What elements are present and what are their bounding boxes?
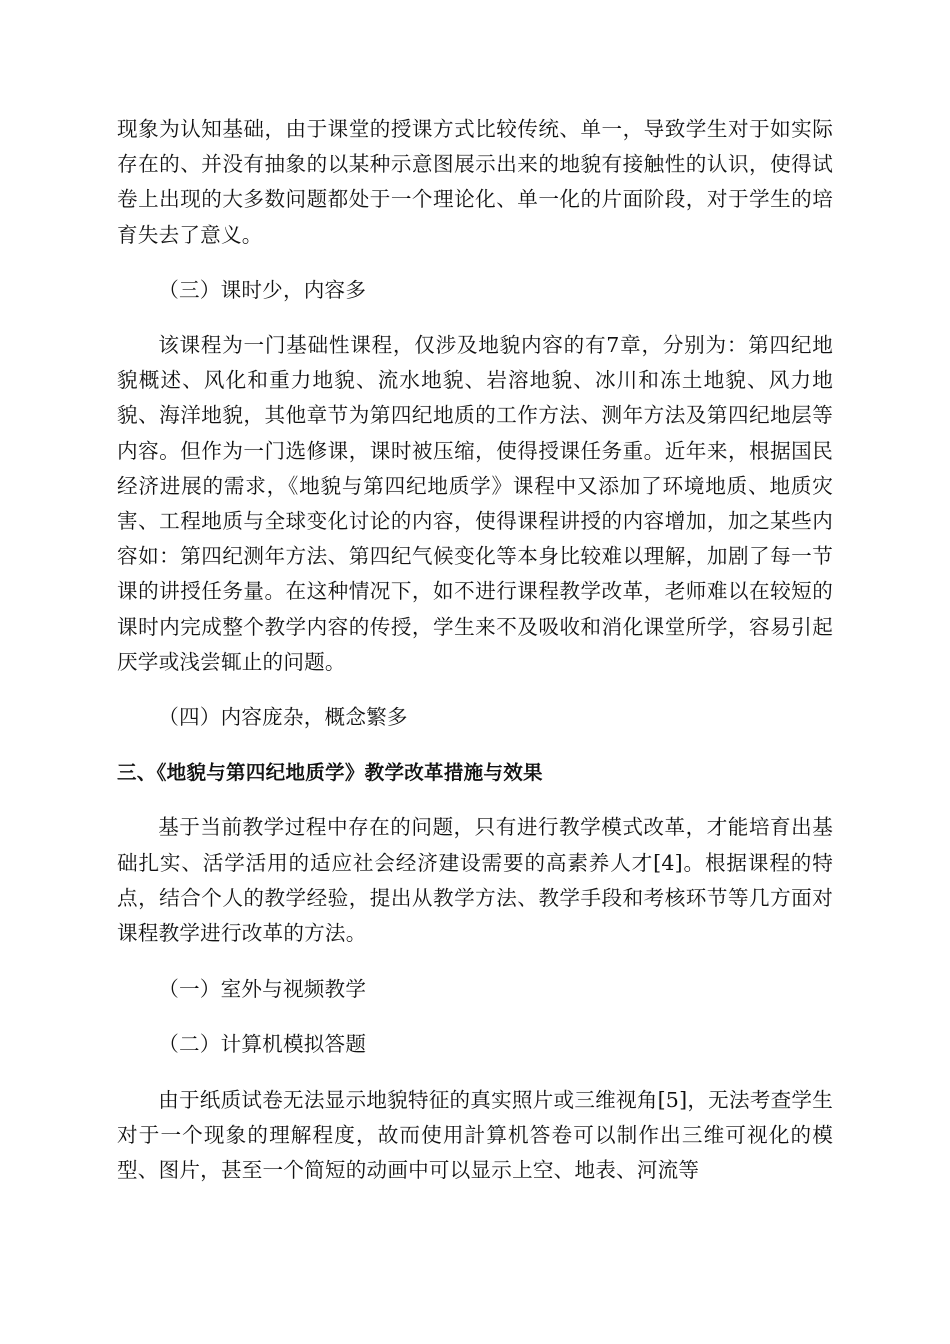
spacer	[117, 253, 833, 273]
document-body	[117, 112, 833, 1188]
spacer	[117, 790, 833, 810]
section-heading-reform: 三、《地貌与第四纪地质学》教学改革措施与效果	[117, 761, 543, 785]
spacer	[117, 308, 833, 328]
paragraph-course-content: 该课程为一门基础性课程，仅涉及地貌内容的有7章，分别为：第四纪地貌概述、风化和重力地貌、流水地貌、岩溶地貌、冰川和冻土地貌、风力地貌、海洋地貌，其他章节为第四纪地质的工作方法、测年方法及第四纪地层等内容。但作为一门选修课，课时被压缩，使得授课任务重。近年来，根据国民经济进展的需求，《地貌与第四纪地质学》课程中又添加了环境地质、地质灾害、工程地质与全球变化讨论的内容，使得课程讲授的内容增加，加之某些内容如：第四纪测年方法、第四纪气候变化等本身比较难以理解，加剧了每一节课的讲授任务量。在这种情况下，如不进行课程教学改革，老师难以在较短的课时内完成整个教学内容的传授，学生来不及吸收和消化课堂所学，容易引起厌学或浅尝辄止的问题。	[117, 333, 833, 674]
spacer	[117, 735, 833, 755]
paragraph-cognition: 现象为认知基础，由于课堂的授课方式比较传统、单一，导致学生对于如实际存在的、并没有抽象的以某种示意图展示出来的地貌有接触性的认识，使得试卷上出现的大多数问题都处于一个理论化、单一化的片面阶段，对于学生的培育失去了意义。	[117, 117, 833, 247]
subheading-computer-simulation: （二）计算机模拟答题	[158, 1032, 367, 1057]
spacer	[117, 1007, 833, 1027]
subheading-outdoor-video: （一）室外与视频教学	[158, 977, 367, 1002]
subheading-complex-content: （四）内容庞杂，概念繁多	[158, 705, 408, 730]
paragraph-reform-intro: 基于当前教学过程中存在的问题，只有进行教学模式改革，才能培育出基础扎实、活学活用的适应社会经济建设需要的高素养人才[4]。根据课程的特点，结合个人的教学经验，提出从教学方法、教学手段和考核环节等几方面对课程教学进行改革的方法。	[117, 815, 833, 946]
spacer	[117, 1063, 833, 1083]
paragraph-computer-exam: 由于纸质试卷无法显示地貌特征的真实照片或三维视角[5]，无法考查学生对于一个现象的理解程度，故而使用計算机答卷可以制作出三维可视化的模型、图片，甚至一个简短的动画中可以显示上空、地表、河流等	[117, 1087, 833, 1183]
spacer	[117, 680, 833, 700]
subheading-less-hours: （三）课时少，内容多	[158, 277, 367, 302]
spacer	[117, 951, 833, 972]
